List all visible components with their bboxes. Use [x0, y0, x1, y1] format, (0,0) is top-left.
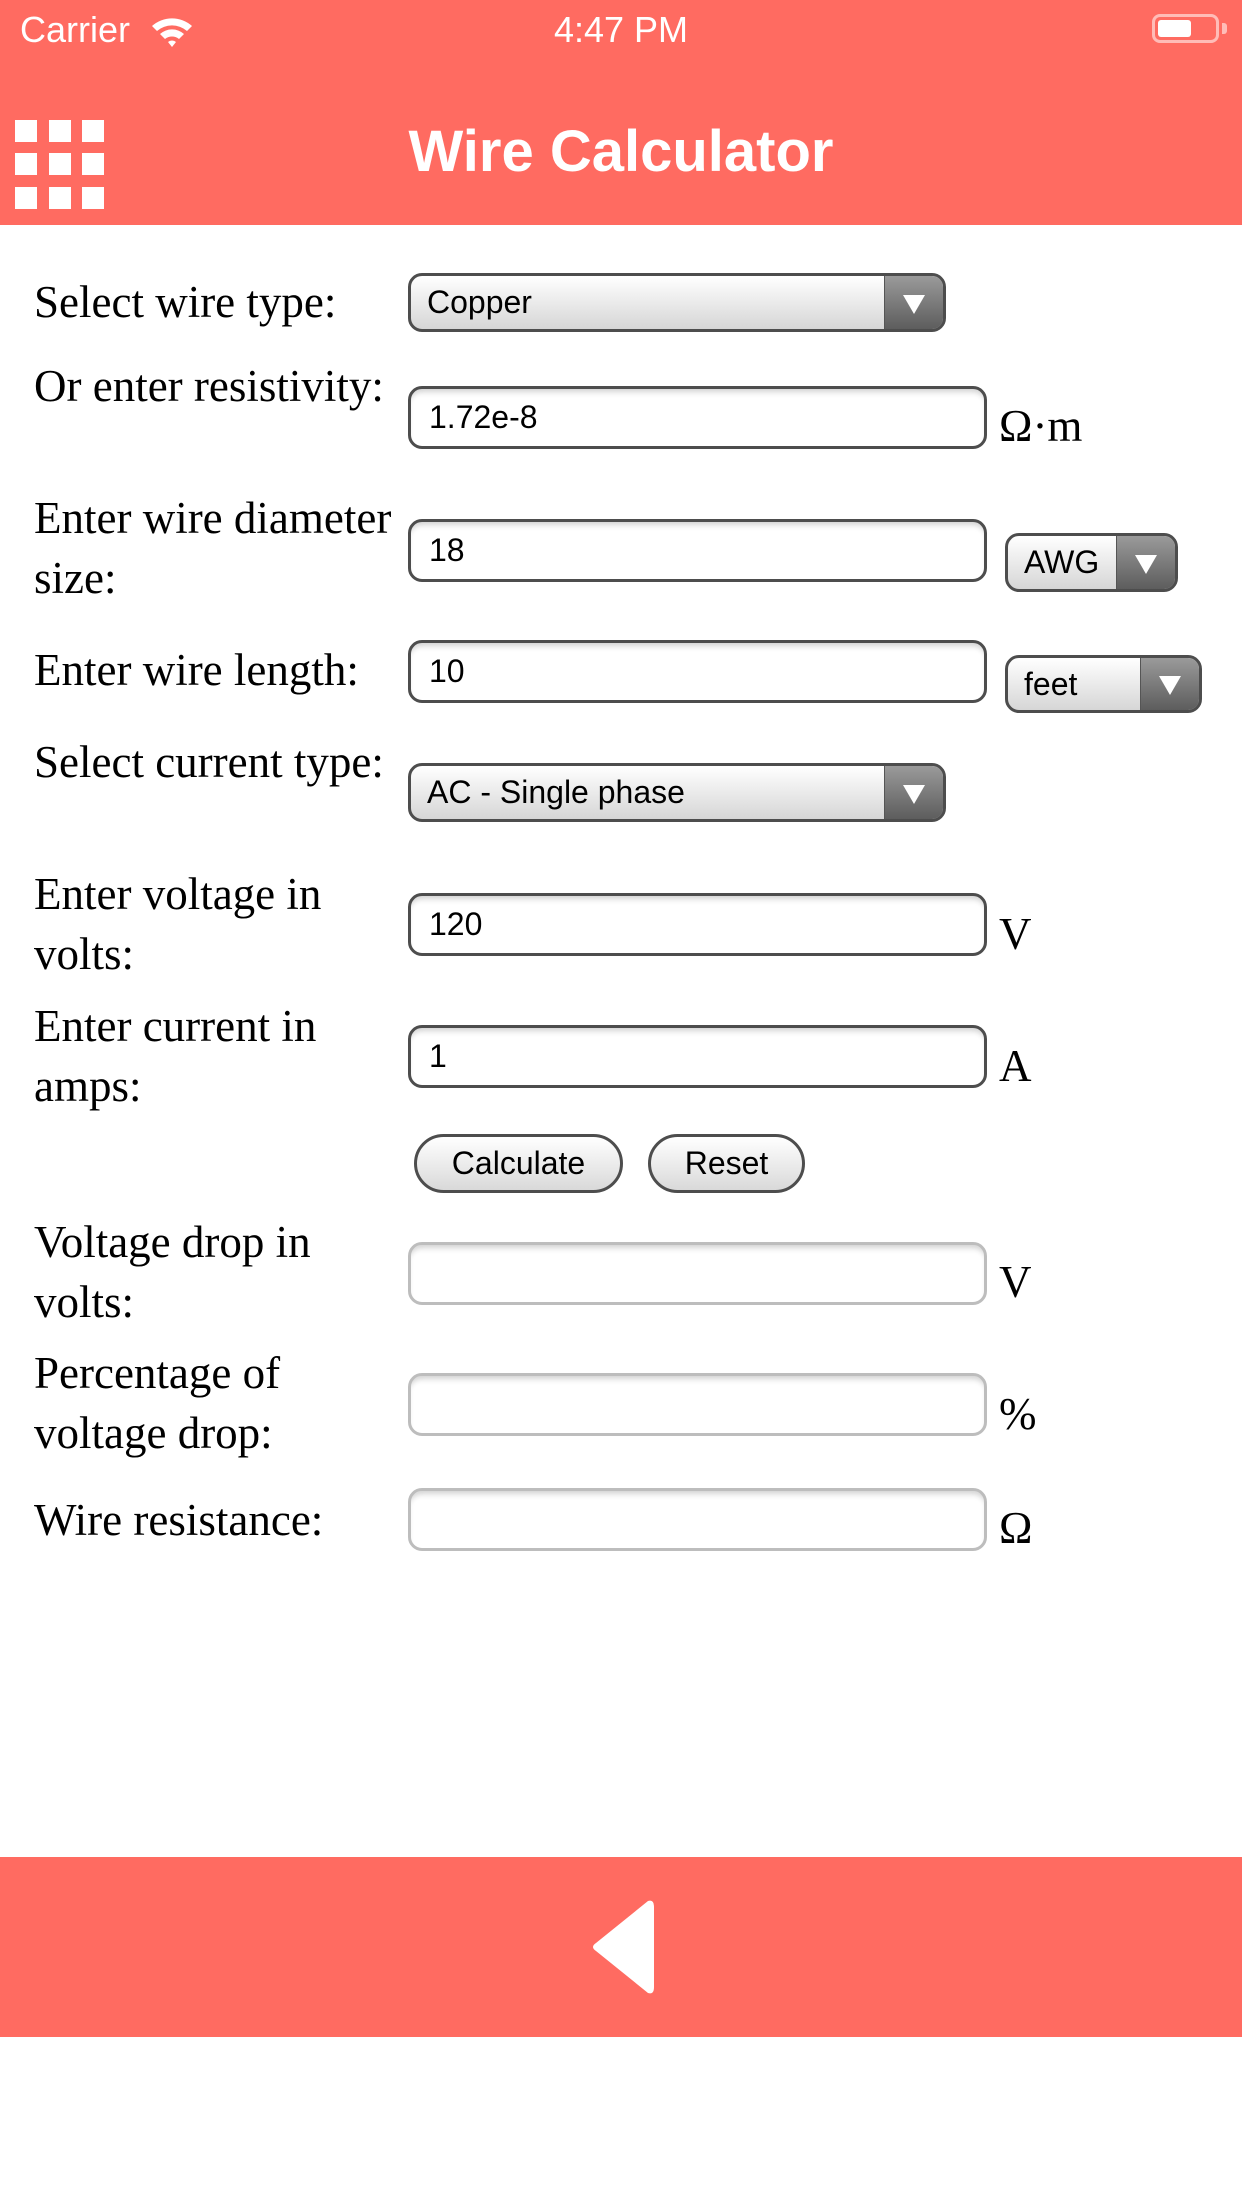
- percent-drop-label: Percentage of voltage drop:: [34, 1348, 281, 1458]
- voltage-unit: V: [999, 909, 1032, 959]
- battery-tip: [1222, 23, 1227, 34]
- wire-type-value: Copper: [427, 284, 532, 320]
- voltage-drop-output: [408, 1242, 987, 1305]
- back-triangle-icon[interactable]: [590, 1897, 656, 1997]
- chevron-down-icon: [1116, 536, 1175, 589]
- voltage-label: Enter voltage in volts:: [34, 869, 322, 979]
- current-type-select[interactable]: [408, 763, 946, 822]
- resistance-label: Wire resistance:: [34, 1495, 324, 1545]
- resistivity-label: Or enter resistivity:: [34, 361, 384, 411]
- diameter-unit-select[interactable]: [1005, 533, 1178, 592]
- status-time: 4:47 PM: [553, 9, 689, 50]
- battery-level: [1158, 20, 1191, 37]
- resistance-unit: Ω: [999, 1503, 1033, 1553]
- length-label: Enter wire length:: [34, 645, 359, 695]
- length-unit-select[interactable]: [1005, 655, 1202, 713]
- calculate-button[interactable]: Calculate: [414, 1134, 623, 1193]
- length-unit-value: feet: [1024, 665, 1078, 702]
- wire-type-label: Select wire type:: [34, 277, 337, 327]
- chevron-down-icon: [1140, 658, 1199, 710]
- voltage-input[interactable]: [408, 893, 987, 956]
- resistance-output: [408, 1488, 987, 1551]
- diameter-label: Enter wire diameter size:: [34, 493, 392, 603]
- wire-type-select[interactable]: [408, 273, 946, 332]
- percent-drop-unit: %: [999, 1389, 1037, 1439]
- current-label: Enter current in amps:: [34, 1001, 317, 1111]
- chevron-down-icon: [884, 766, 943, 819]
- voltage-drop-unit: V: [999, 1257, 1032, 1307]
- current-input[interactable]: [408, 1025, 987, 1088]
- chevron-down-icon: [884, 276, 943, 329]
- battery-icon: [1152, 14, 1219, 43]
- current-type-value: AC - Single phase: [427, 774, 685, 810]
- page-title: Wire Calculator: [408, 119, 834, 184]
- resistivity-input[interactable]: [408, 386, 987, 449]
- carrier-label: Carrier: [20, 9, 131, 50]
- diameter-input[interactable]: [408, 519, 987, 582]
- length-input[interactable]: [408, 640, 987, 703]
- diameter-unit-value: AWG: [1024, 544, 1100, 580]
- resistivity-unit: Ω·m: [999, 401, 1083, 451]
- percent-drop-output: [408, 1373, 987, 1436]
- current-unit: A: [999, 1041, 1032, 1091]
- voltage-drop-label: Voltage drop in volts:: [34, 1217, 311, 1327]
- current-type-label: Select current type:: [34, 737, 384, 787]
- reset-button[interactable]: Reset: [648, 1134, 805, 1193]
